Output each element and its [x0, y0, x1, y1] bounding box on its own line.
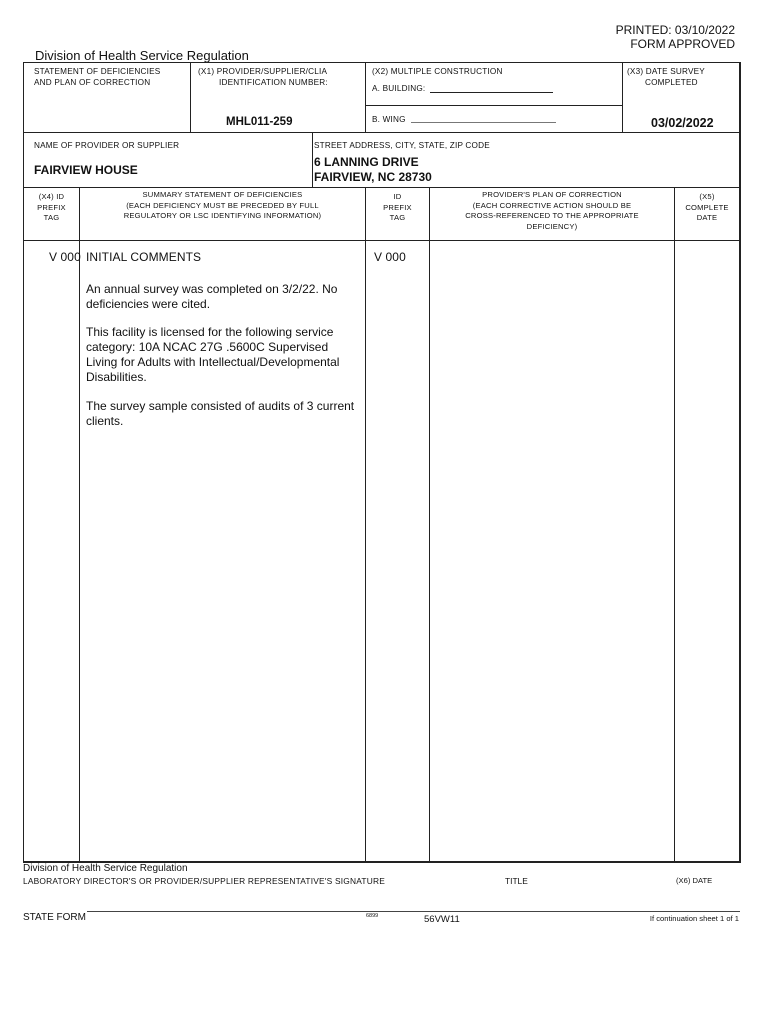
rule: [365, 62, 366, 132]
x3-label: (X3) DATE SURVEY: [627, 67, 705, 76]
rule: [365, 105, 622, 106]
plan-header: [430, 190, 674, 232]
entry-title: INITIAL COMMENTS: [86, 250, 202, 264]
entry-paragraph: An annual survey was completed on 3/2/22. No deficiencies were cited.: [86, 282, 338, 311]
wing-field[interactable]: [411, 122, 556, 123]
x5-header-line: COMPLETE: [685, 202, 729, 212]
signature-date-label: (X6) DATE: [676, 876, 713, 885]
address-label: STREET ADDRESS, CITY, STATE, ZIP CODE: [314, 141, 490, 150]
plan-header-line: DEFICIENCY): [526, 221, 578, 231]
plan-header-line: PROVIDER'S PLAN OF CORRECTION: [482, 190, 622, 199]
summary-header-line: REGULATORY OR LSC IDENTIFYING INFORMATION): [123, 211, 322, 220]
rule: [23, 62, 24, 862]
rule: [365, 187, 366, 861]
rule: [190, 62, 191, 132]
rule: [23, 240, 741, 241]
building-field[interactable]: [430, 92, 553, 93]
rule: [674, 187, 675, 861]
summary-header-line: (EACH DEFICIENCY MUST BE PRECEDED BY FULL: [126, 200, 319, 210]
x4-header: [24, 192, 79, 224]
street-address: 6 LANNING DRIVE: [314, 155, 419, 169]
footer-agency: Division of Health Service Regulation: [23, 863, 188, 874]
state-form-label: STATE FORM: [23, 912, 86, 923]
building-label: A. BUILDING:: [372, 84, 426, 93]
rule: [622, 62, 623, 132]
x5-header: [675, 192, 739, 224]
x5-header-line: DATE: [696, 213, 718, 222]
id-header: [366, 192, 429, 224]
x1-label: (X1) PROVIDER/SUPPLIER/CLIA: [198, 67, 328, 76]
rule: [23, 62, 741, 63]
form-id: 56VW11: [424, 914, 460, 925]
rule: [739, 62, 741, 862]
plan-header-line: CROSS-REFERENCED TO THE APPROPRIATE: [465, 211, 639, 220]
statement-label: AND PLAN OF CORRECTION: [34, 78, 151, 87]
city-state-zip: FAIRVIEW, NC 28730: [314, 170, 432, 184]
summary-header-line: SUMMARY STATEMENT OF DEFICIENCIES: [142, 190, 303, 199]
x2-label: (X2) MULTIPLE CONSTRUCTION: [372, 67, 503, 76]
x3-label: COMPLETED: [645, 78, 698, 87]
provider-name: FAIRVIEW HOUSE: [34, 163, 138, 177]
provider-id: MHL011-259: [226, 116, 293, 128]
statement-label: STATEMENT OF DEFICIENCIES: [34, 67, 161, 76]
rule: [429, 187, 430, 861]
id-header-line: PREFIX: [383, 202, 412, 212]
printed-date: PRINTED: 03/10/2022: [615, 23, 735, 37]
rule: [79, 187, 80, 861]
id-header-line: TAG: [389, 213, 406, 222]
entry-paragraph: The survey sample consisted of audits of 3 current clients.: [86, 399, 355, 428]
summary-header: [80, 190, 365, 222]
continuation-label: If continuation sheet 1 of 1: [649, 914, 739, 923]
wing-label: B. WING: [372, 115, 406, 124]
x4-header-line: (X4) ID: [38, 192, 65, 201]
rule: [23, 187, 741, 188]
x5-header-line: (X5): [699, 192, 715, 201]
form-approved: FORM APPROVED: [630, 37, 735, 51]
signature-label: LABORATORY DIRECTOR'S OR PROVIDER/SUPPLIER REPRESENTATIVE'S SIGNATURE: [23, 876, 385, 886]
id-header-line: ID: [393, 192, 402, 201]
form-code: 6899: [366, 913, 379, 919]
plan-header-line: (EACH CORRECTIVE ACTION SHOULD BE: [472, 200, 632, 210]
x4-header-line: TAG: [43, 213, 60, 222]
agency-title: Division of Health Service Regulation: [35, 48, 249, 63]
rule: [23, 132, 741, 133]
id-tag: V 000: [374, 250, 406, 264]
title-label: TITLE: [505, 876, 528, 886]
prefix-tag: V 000: [49, 250, 81, 264]
x1-label: IDENTIFICATION NUMBER:: [219, 78, 328, 87]
survey-date: 03/02/2022: [651, 116, 714, 130]
footer-rule: [87, 911, 740, 912]
rule: [312, 132, 313, 187]
provider-name-label: NAME OF PROVIDER OR SUPPLIER: [34, 141, 180, 150]
x4-header-line: PREFIX: [37, 202, 66, 212]
entry-paragraph: This facility is licensed for the following service category: 10A NCAC 27G .5600C Supervised Living for Adults with Intellectual/Developmental Disabilities.: [86, 325, 340, 384]
